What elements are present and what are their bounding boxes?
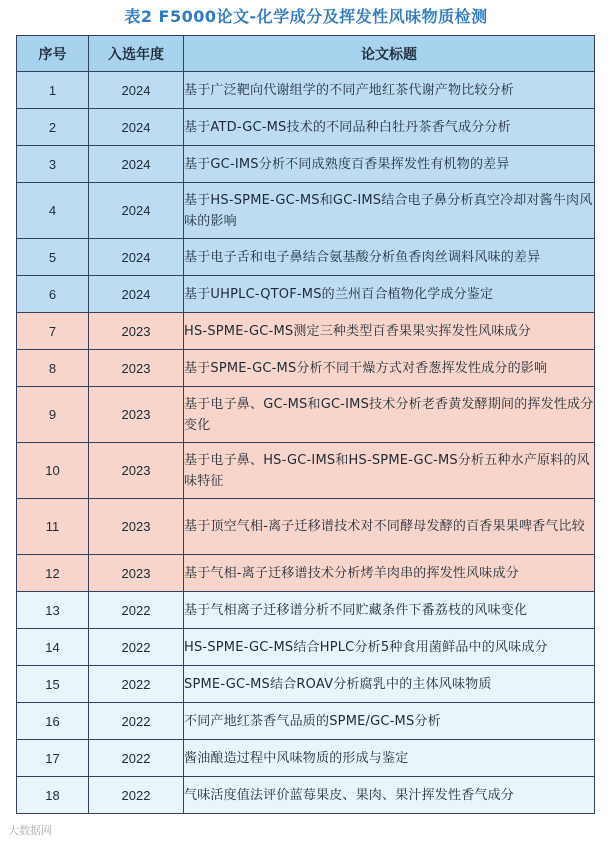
row-num: 1 [17,72,89,109]
row-num: 5 [17,239,89,276]
row-year: 2022 [89,666,184,703]
row-year: 2023 [89,313,184,350]
row-year: 2022 [89,777,184,814]
row-title: 基于气相-离子迁移谱技术分析烤羊肉串的挥发性风味成分 [184,555,595,592]
row-num: 15 [17,666,89,703]
row-year: 2024 [89,239,184,276]
row-title: 基于顶空气相-离子迁移谱技术对不同酵母发酵的百香果果啤香气比较 [184,499,595,555]
table-title: 表2 F5000论文-化学成分及挥发性风味物质检测 [124,7,488,26]
table-row [17,666,595,703]
table-row [17,239,595,276]
row-num: 3 [17,146,89,183]
row-title: 基于电子鼻、GC-MS和GC-IMS技术分析老香黄发酵期间的挥发性成分变化 [184,387,595,443]
table-row [17,276,595,313]
row-title: 气味活度值法评价蓝莓果皮、果肉、果汁挥发性香气成分 [184,777,595,814]
row-num: 6 [17,276,89,313]
row-year: 2023 [89,443,184,499]
table-row [17,109,595,146]
row-year: 2023 [89,555,184,592]
row-num: 12 [17,555,89,592]
row-year: 2023 [89,350,184,387]
row-title: 基于ATD-GC-MS技术的不同品种白牡丹茶香气成分分析 [184,109,595,146]
table-row [17,72,595,109]
row-title: 基于GC-IMS分析不同成熟度百香果挥发性有机物的差异 [184,146,595,183]
row-year: 2022 [89,592,184,629]
row-year: 2024 [89,276,184,313]
table-row [17,183,595,239]
row-num: 8 [17,350,89,387]
table-row [17,146,595,183]
header-row [17,36,595,72]
row-title: HS-SPME-GC-MS测定三种类型百香果果实挥发性风味成分 [184,313,595,350]
row-title: HS-SPME-GC-MS结合HPLC分析5种食用菌鲜品中的风味成分 [184,629,595,666]
header-title: 论文标题 [184,36,595,72]
row-year: 2024 [89,183,184,239]
row-num: 17 [17,740,89,777]
row-title: SPME-GC-MS结合ROAV分析腐乳中的主体风味物质 [184,666,595,703]
row-title: 基于SPME-GC-MS分析不同干燥方式对香葱挥发性成分的影响 [184,350,595,387]
row-year: 2022 [89,703,184,740]
table-row [17,350,595,387]
table-row [17,499,595,555]
row-title: 基于广泛靶向代谢组学的不同产地红茶代谢产物比较分析 [184,72,595,109]
row-title: 酱油酿造过程中风味物质的形成与鉴定 [184,740,595,777]
table-row [17,555,595,592]
table-row [17,629,595,666]
row-num: 4 [17,183,89,239]
row-year: 2022 [89,740,184,777]
row-num: 13 [17,592,89,629]
row-year: 2022 [89,629,184,666]
row-year: 2023 [89,499,184,555]
row-num: 7 [17,313,89,350]
header-num: 序号 [17,36,89,72]
table-row [17,443,595,499]
row-title: 基于电子舌和电子鼻结合氨基酸分析鱼香肉丝调料风味的差异 [184,239,595,276]
row-title: 基于HS-SPME-GC-MS和GC-IMS结合电子鼻分析真空冷却对酱牛肉风味的影响 [184,183,595,239]
row-num: 16 [17,703,89,740]
row-year: 2024 [89,109,184,146]
row-num: 2 [17,109,89,146]
watermark: 大数据网 [8,824,52,837]
row-title: 不同产地红茶香气品质的SPME/GC-MS分析 [184,703,595,740]
header-year: 入选年度 [89,36,184,72]
row-num: 18 [17,777,89,814]
table-row [17,740,595,777]
row-num: 9 [17,387,89,443]
row-title: 基于UHPLC-QTOF-MS的兰州百合植物化学成分鉴定 [184,276,595,313]
paper-table [16,35,595,814]
row-num: 14 [17,629,89,666]
table-row [17,313,595,350]
table-row [17,777,595,814]
table-row [17,387,595,443]
row-num: 11 [17,499,89,555]
table-row [17,592,595,629]
row-year: 2023 [89,387,184,443]
row-title: 基于电子鼻、HS-GC-IMS和HS-SPME-GC-MS分析五种水产原料的风味特征 [184,443,595,499]
row-num: 10 [17,443,89,499]
row-title: 基于气相离子迁移谱分析不同贮藏条件下番荔枝的风味变化 [184,592,595,629]
row-year: 2024 [89,146,184,183]
row-year: 2024 [89,72,184,109]
table-row [17,703,595,740]
